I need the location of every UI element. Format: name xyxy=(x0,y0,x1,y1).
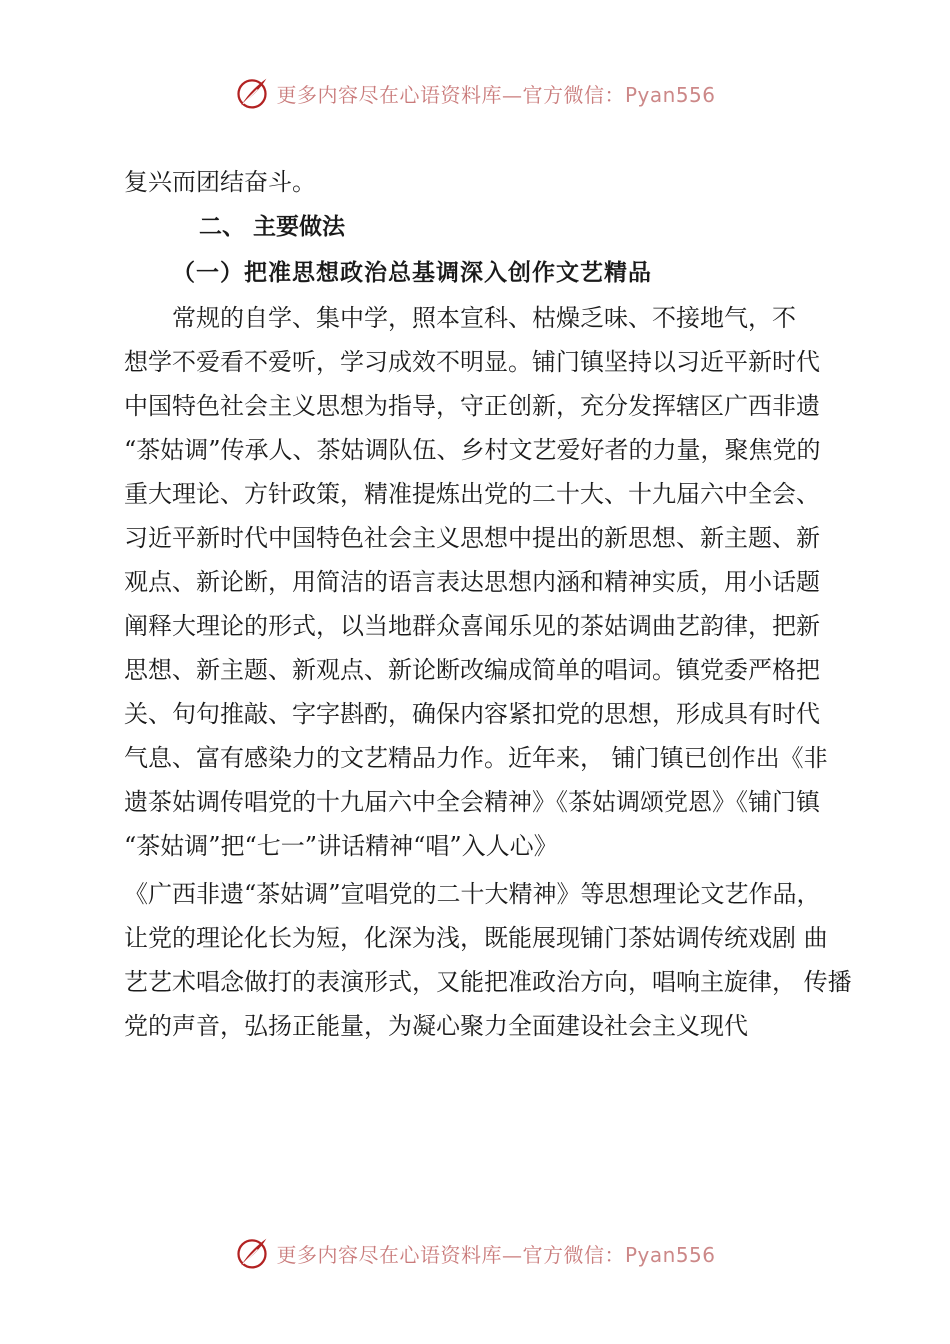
paragraph xyxy=(124,872,854,1048)
text-line: 《广西非遗“茶姑调”宣唱党的二十大精神》等思想理论文艺作品， xyxy=(124,880,821,908)
footer-watermark xyxy=(0,1233,950,1273)
watermark-text: 更多内容尽在心语资料库—官方微信：Pyan556 xyxy=(276,82,716,107)
text-line: 气息、富有感染力的文艺精品力作。近年来， 铺门镇已创作出《非 xyxy=(124,744,828,772)
text-line: 让党的理论化长为短，化深为浅，既能展现铺门茶姑调传统戏剧 曲 xyxy=(124,924,828,952)
section-heading: 二、 主要做法 xyxy=(199,214,346,240)
text-line: “茶姑调”传承人、茶姑调队伍、乡村文艺爱好者的力量，聚焦党的 xyxy=(124,436,821,464)
quill-pen-logo-icon xyxy=(234,75,270,111)
quill-pen-logo-icon xyxy=(234,1235,270,1271)
header-watermark xyxy=(0,73,950,113)
text-line: 艺艺术唱念做打的表演形式，又能把准政治方向，唱响主旋律， 传播 xyxy=(124,968,852,996)
document-body xyxy=(124,160,854,1048)
text-line: 思想、新主题、新观点、新论断改编成简单的唱词。镇党委严格把 xyxy=(124,656,820,684)
text-line: 观点、新论断，用简洁的语言表达思想内涵和精神实质，用小话题 xyxy=(124,568,820,596)
text-line: 党的声音，弘扬正能量，为凝心聚力全面建设社会主义现代 xyxy=(124,1012,748,1040)
paragraph xyxy=(124,296,854,868)
text-line: 复兴而团结奋斗。 xyxy=(124,168,316,196)
watermark-text: 更多内容尽在心语资料库—官方微信：Pyan556 xyxy=(276,1242,716,1267)
text-line: 遗茶姑调传唱党的十九届六中全会精神》《茶姑调颂党恩》《铺门镇 xyxy=(124,788,820,816)
text-line: “茶姑调”把“七一”讲话精神“唱”入人心》 xyxy=(124,832,558,860)
text-line: 中国特色社会主义思想为指导，守正创新，充分发挥辖区广西非遗 xyxy=(124,392,820,420)
subsection-heading: （一）把准思想政治总基调深入创作文艺精品 xyxy=(172,259,652,286)
text-line: 关、句句推敲、字字斟酌，确保内容紧扣党的思想，形成具有时代 xyxy=(124,700,820,728)
text-line: 重大理论、方针政策，精准提炼出党的二十大、十九届六中全会、 xyxy=(124,480,820,508)
text-line: 阐释大理论的形式，以当地群众喜闻乐见的茶姑调曲艺韵律，把新 xyxy=(124,612,820,640)
text-line: 常规的自学、集中学，照本宣科、枯燥乏味、不接地气，不 xyxy=(172,304,796,332)
text-line: 想学不爱看不爱听，学习成效不明显。铺门镇坚持以习近平新时代 xyxy=(124,348,820,376)
text-line: 习近平新时代中国特色社会主义思想中提出的新思想、新主题、新 xyxy=(124,524,820,552)
